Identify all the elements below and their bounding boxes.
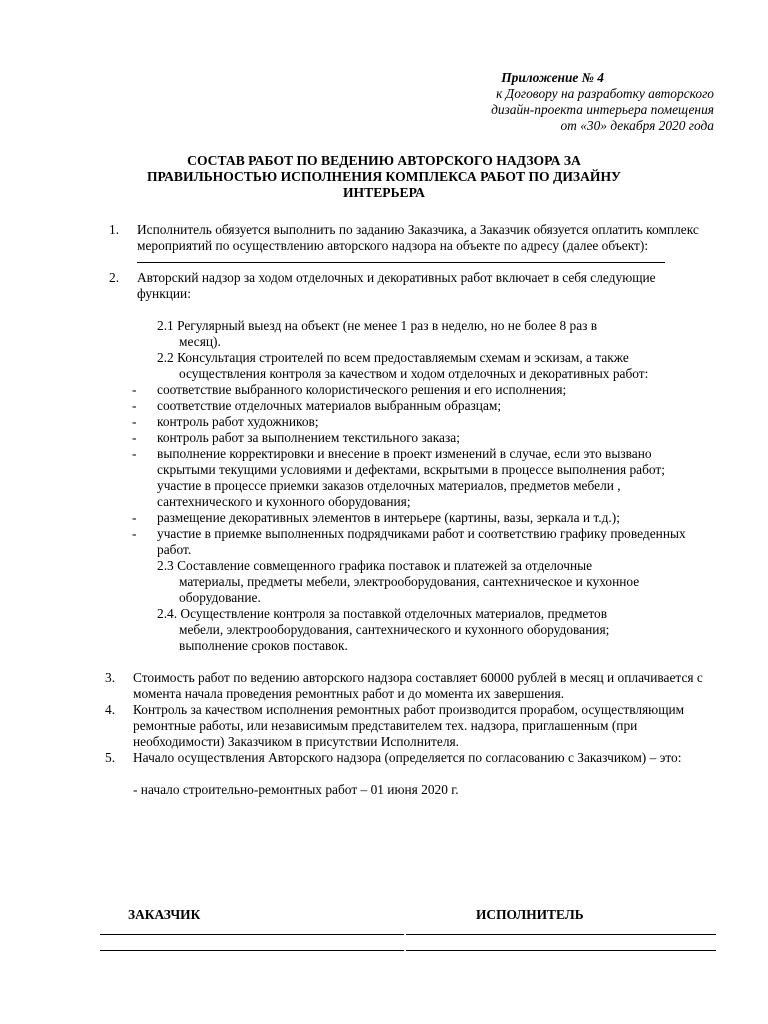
item-2 — [109, 270, 707, 302]
subitem-continuation: месяц). — [179, 334, 221, 349]
dash-item: - участие в приемке выполненных подрядчиками работ и соответствию графику проведенных работ. — [132, 526, 686, 557]
appendix-line-1: к Договору на разработку авторского — [496, 86, 714, 101]
appendix-number: Приложение № 4 — [501, 70, 604, 85]
subitem-first-line: 2.1 Регулярный выезд на объект (не менее 1 раз в неделю, но не более 8 раз в — [157, 318, 598, 333]
subitem-continuation: материалы, предметы мебели, электрооборудования, сантехническое и кухонное оборудование. — [179, 574, 640, 605]
dash-item-text: выполнение корректировки и внесение в проект изменений в случае, если это вызвано скрытыми текущими условиями и дефектами, вскрытыми в процессе выполнения работ; участие в процессе приемки заказов отделочных материалов, предметов мебели , сантехнического и кухонного оборудования; — [157, 446, 665, 509]
customer-signature-line-1 — [100, 934, 404, 935]
address-blank-line — [137, 254, 665, 263]
dash-item: - размещение декоративных элементов в интерьере (картины, вазы, зеркала и т.д.); — [132, 510, 620, 525]
dash-item-text: соответствие выбранного колористического решения и его исполнения; — [157, 382, 567, 397]
item-text: Исполнитель обязуется выполнить по заданию Заказчика, а Заказчик обязуется оплатить комплекс мероприятий по осуществлению авторского надзора на объекте по адресу (далее объект): — [137, 222, 699, 253]
dash-item-text: участие в приемке выполненных подрядчиками работ и соответствию графику проведенных работ. — [157, 526, 686, 557]
item-3 — [105, 670, 703, 702]
dash-item: - контроль работ художников; — [132, 414, 319, 429]
document-body — [0, 222, 768, 798]
dash-item-text: контроль работ за выполнением текстильного заказа; — [157, 430, 460, 445]
appendix-line-2: дизайн-проекта интерьера помещения — [491, 102, 714, 117]
item-1 — [109, 222, 707, 254]
subitem-first-line: 2.4. Осуществление контроля за поставкой отделочных материалов, предметов — [157, 606, 608, 621]
item-text: Начало осуществления Авторского надзора (определяется по согласованию с Заказчиком) – это: — [133, 750, 682, 765]
document-title — [100, 153, 668, 201]
contractor-signature-line-2 — [406, 950, 716, 951]
item-text: Стоимость работ по ведению авторского надзора составляет 60000 рублей в месяц и оплачивается с момента начала проведения ремонтных работ и до момента их завершения. — [133, 670, 703, 701]
dash-item: - выполнение корректировки и внесение в проект изменений в случае, если это вызвано скрытыми текущими условиями и дефектами, вскрытыми в процессе выполнения работ; участие в процессе приемки заказов отделочных материалов, предметов мебели , сантехнического и кухонного оборудования; — [132, 446, 665, 509]
item-number: 4. — [105, 702, 116, 717]
item-number: 5. — [105, 750, 116, 765]
start-date-line — [133, 782, 703, 798]
dash-item-text: размещение декоративных элементов в интерьере (картины, вазы, зеркала и т.д.); — [157, 510, 620, 525]
subitem-first-line: 2.2 Консультация строителей по всем предоставляемым схемам и эскизам, а также — [157, 350, 629, 365]
title-line-3: ИНТЕРЬЕРА — [342, 185, 426, 200]
contractor-signature-line-1 — [406, 934, 716, 935]
subitem-2-1 — [157, 318, 677, 350]
appendix-line-3: от «30» декабря 2020 года — [560, 118, 714, 133]
title-line-1: СОСТАВ РАБОТ ПО ВЕДЕНИЮ АВТОРСКОГО НАДЗОРА ЗА — [187, 153, 581, 168]
dash-item: - контроль работ за выполнением текстильного заказа; — [132, 430, 460, 445]
dash-item-text: соответствие отделочных материалов выбранным образцам; — [157, 398, 502, 413]
title-line-2: ПРАВИЛЬНОСТЬЮ ИСПОЛНЕНИЯ КОМПЛЕКСА РАБОТ ПО ДИЗАЙНУ — [146, 169, 622, 184]
item-text: Контроль за качеством исполнения ремонтных работ производится прорабом, осуществляющим ремонтные работы, или независимым представителем тех. надзора, приглашенным (при необходимости) Заказчиком в присутствии Исполнителя. — [133, 702, 685, 749]
start-date-text: - начало строительно-ремонтных работ – 01 июня 2020 г. — [133, 782, 459, 797]
item-number: 1. — [109, 222, 120, 237]
item-number: 2. — [109, 270, 120, 285]
customer-label: ЗАКАЗЧИК — [128, 907, 201, 922]
subitem-continuation: мебели, электрооборудования, сантехнического и кухонного оборудования; выполнение сроков поставок. — [179, 622, 610, 653]
item-4 — [105, 702, 703, 750]
item-5 — [105, 750, 703, 766]
customer-signature-line-2 — [100, 950, 404, 951]
subitem-2-3 — [157, 558, 677, 606]
dash-item: - соответствие отделочных материалов выбранным образцам; — [132, 398, 502, 413]
subitem-2-2 — [157, 350, 677, 382]
subitem-continuation: осуществления контроля за качеством и ходом отделочных и декоративных работ: — [179, 366, 649, 381]
contractor-label: ИСПОЛНИТЕЛЬ — [476, 907, 584, 922]
item-number: 3. — [105, 670, 116, 685]
dash-item-text: контроль работ художников; — [157, 414, 319, 429]
subitem-2-4 — [157, 606, 677, 654]
subitem-first-line: 2.3 Составление совмещенного графика поставок и платежей за отделочные — [157, 558, 593, 573]
appendix-header — [414, 70, 714, 134]
dash-item: - соответствие выбранного колористического решения и его исполнения; — [132, 382, 567, 397]
item-text: Авторский надзор за ходом отделочных и декоративных работ включает в себя следующие функции: — [137, 270, 656, 301]
